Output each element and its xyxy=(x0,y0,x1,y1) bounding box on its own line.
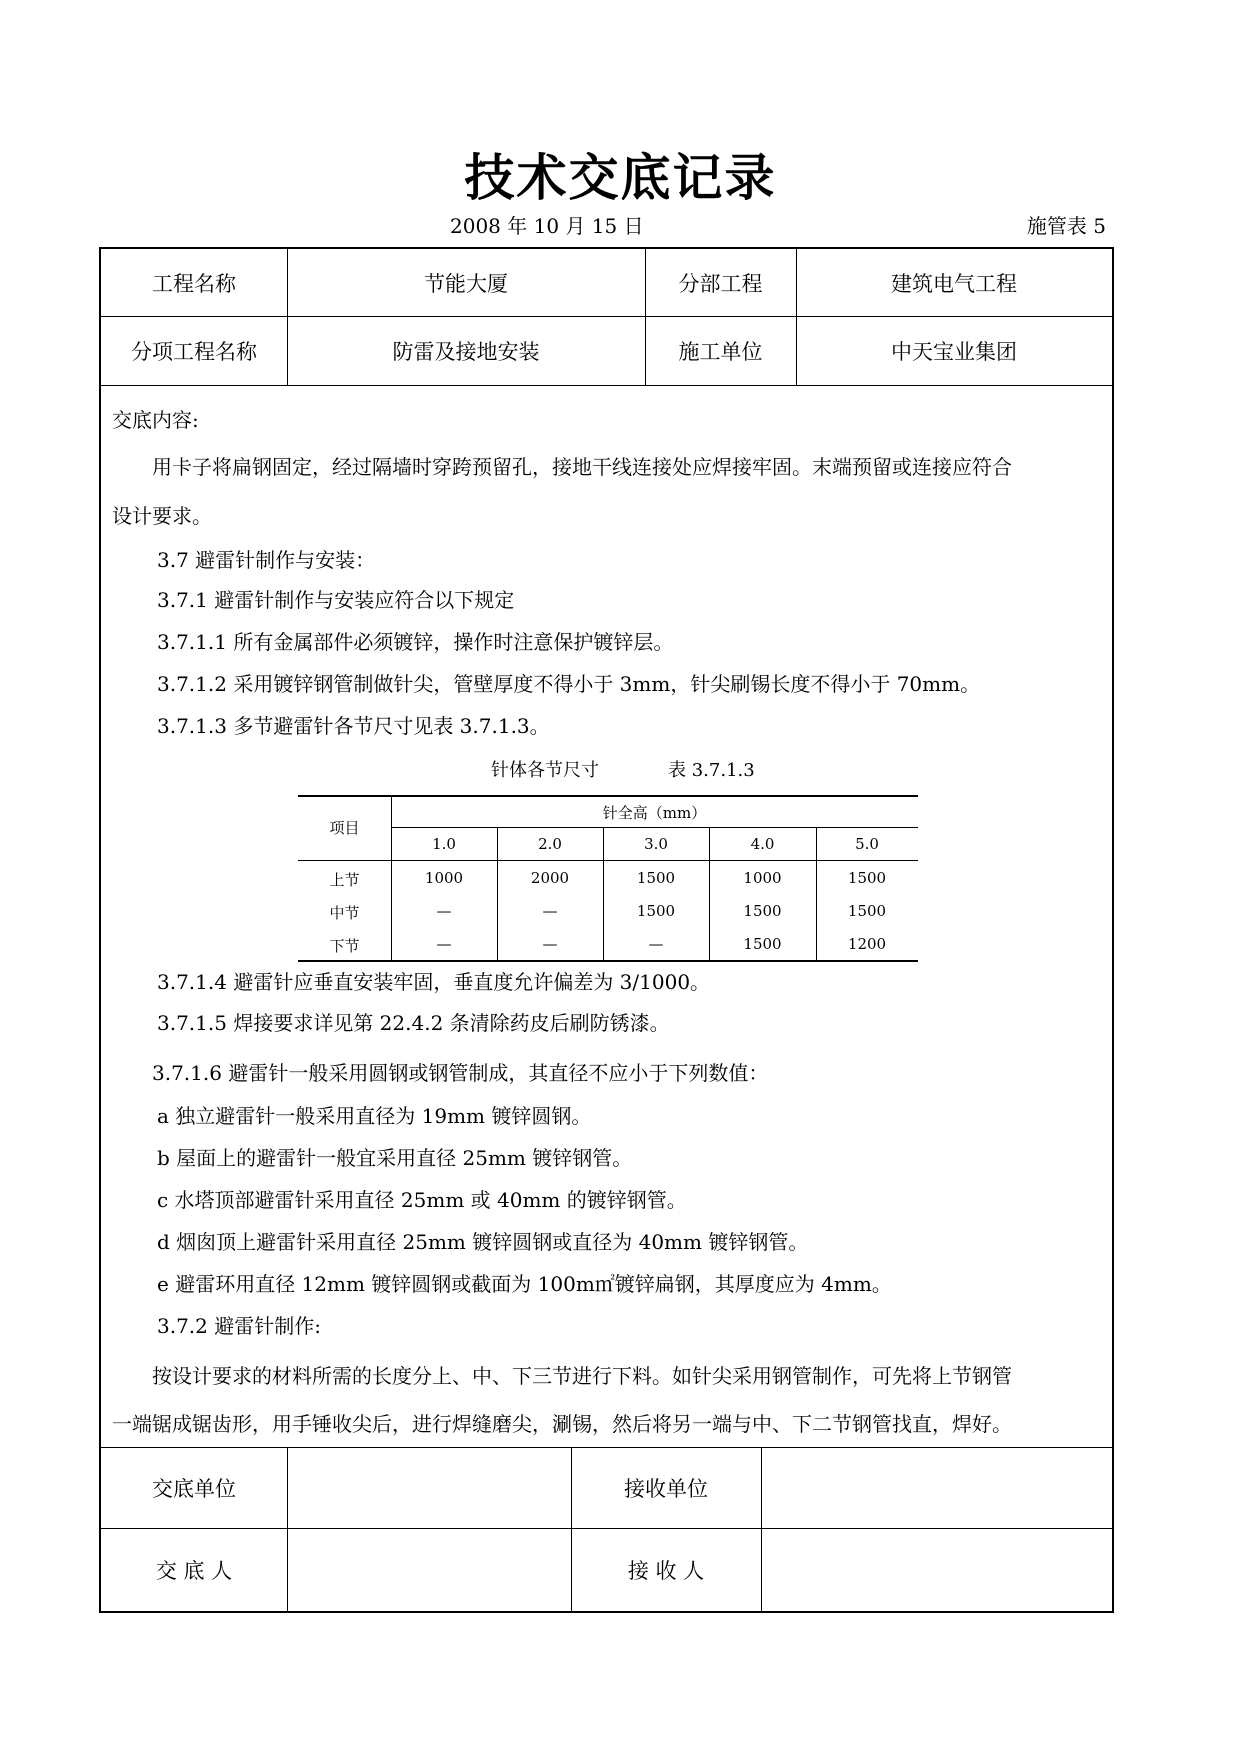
clause: 3.7.1 避雷针制作与安装应符合以下规定 xyxy=(157,588,515,612)
table-cell: 1500 xyxy=(743,902,782,920)
clause: 3.7.1.3 多节避雷针各节尺寸见表 3.7.1.3。 xyxy=(157,714,550,738)
project-label: 工程名称 xyxy=(152,271,236,296)
table-caption: 针体各节尺寸 xyxy=(491,760,599,781)
clause: 3.7.1.5 焊接要求详见第 22.4.2 条清除药皮后刷防锈漆。 xyxy=(157,1011,670,1035)
clause: 3.7.2 避雷针制作: xyxy=(157,1314,321,1338)
table-cell: 2000 xyxy=(530,869,570,887)
clause: 3.7 避雷针制作与安装： xyxy=(157,548,376,572)
clause: 3.7.1.6 避雷针一般采用圆钢或钢管制成，其直径不应小于下列数值： xyxy=(152,1061,769,1085)
table-cell: 1000 xyxy=(743,869,782,887)
table-cell: 1500 xyxy=(636,869,676,887)
clause: e 避雷环用直径 12mm 镀锌圆钢或截面为 100m㎡镀锌扁钢，其厚度应为 4mm。 xyxy=(157,1272,892,1296)
table-row-label: 上节 xyxy=(329,871,360,889)
table-column-header: 4.0 xyxy=(750,835,775,853)
table-cell: — xyxy=(436,935,452,953)
divider xyxy=(101,385,1112,386)
table-height-header: 针全高（mm） xyxy=(602,804,707,822)
receiver-unit-label: 接收单位 xyxy=(624,1476,708,1501)
clause: 3.7.1.4 避雷针应垂直安装牢固，垂直度允许偏差为 3/1000。 xyxy=(157,970,711,994)
date: 2008 年 10 月 15 日 xyxy=(450,214,644,238)
table-column-header: 2.0 xyxy=(538,835,562,853)
document-title: 技术交底记录 xyxy=(464,149,777,207)
table-cell: 1500 xyxy=(847,902,887,920)
subitem-label: 分项工程名称 xyxy=(131,339,257,364)
content-paragraph: 按设计要求的材料所需的长度分上、中、下三节进行下料。如针尖采用钢管制作，可先将上节钢管 xyxy=(152,1364,1012,1388)
table-cell: 1500 xyxy=(847,869,887,887)
table-item-header: 项目 xyxy=(329,819,360,837)
table-cell: — xyxy=(542,935,558,953)
table-cell: 1200 xyxy=(847,935,887,953)
table-cell: — xyxy=(436,902,452,920)
table-column-header: 3.0 xyxy=(644,835,668,853)
clause: a 独立避雷针一般采用直径为 19mm 镀锌圆钢。 xyxy=(157,1104,592,1128)
clause: c 水塔顶部避雷针采用直径 25mm 或 40mm 的镀锌钢管。 xyxy=(157,1188,687,1212)
table-rule xyxy=(391,827,918,828)
issuer-field[interactable] xyxy=(287,1528,571,1611)
contractor-label: 施工单位 xyxy=(678,339,763,364)
clause: 3.7.1.2 采用镀锌钢管制做针尖，管壁厚度不得小于 3mm，针尖刷锡长度不得小于 70mm。 xyxy=(157,672,981,696)
subitem-value: 防雷及接地安装 xyxy=(392,339,540,364)
table-row-label: 中节 xyxy=(329,904,360,922)
content-heading: 交底内容: xyxy=(112,408,199,432)
table-cell: — xyxy=(542,902,558,920)
issuer-label: 交 底 人 xyxy=(155,1558,233,1583)
form-number: 施管表 5 xyxy=(1026,214,1106,238)
table-column-header: 5.0 xyxy=(855,835,879,853)
receiver-label: 接 收 人 xyxy=(627,1558,705,1583)
table-cell: — xyxy=(648,935,664,953)
division-value: 建筑电气工程 xyxy=(891,271,1017,296)
content-paragraph: 一端锯成锯齿形，用手锤收尖后，进行焊缝磨尖，涮锡，然后将另一端与中、下二节钢管找直，焊好。 xyxy=(112,1412,1012,1436)
content-paragraph: 用卡子将扁钢固定，经过隔墙时穿跨预留孔，接地干线连接处应焊接牢固。末端预留或连接应符合 xyxy=(152,455,1012,479)
table-row-label: 下节 xyxy=(329,937,360,955)
receiver-unit-field[interactable] xyxy=(761,1447,1112,1528)
receiver-field[interactable] xyxy=(761,1528,1112,1611)
clause: d 烟囱顶上避雷针采用直径 25mm 镀锌圆钢或直径为 40mm 镀锌钢管。 xyxy=(157,1230,809,1254)
contractor-value: 中天宝业集团 xyxy=(891,339,1017,364)
clause: b 屋面上的避雷针一般宜采用直径 25mm 镀锌钢管。 xyxy=(157,1146,633,1170)
table-number: 表 3.7.1.3 xyxy=(668,760,755,781)
issuer-unit-label: 交底单位 xyxy=(152,1476,236,1501)
pin-section-table xyxy=(298,795,918,962)
table-cell: 1000 xyxy=(424,869,464,887)
table-cell: 1500 xyxy=(636,902,676,920)
clause: 3.7.1.1 所有金属部件必须镀锌，操作时注意保护镀锌层。 xyxy=(157,630,674,654)
project-value: 节能大厦 xyxy=(424,271,508,296)
division-label: 分部工程 xyxy=(678,271,763,296)
table-cell: 1500 xyxy=(743,935,782,953)
content-paragraph: 设计要求。 xyxy=(112,504,212,528)
table-column-header: 1.0 xyxy=(432,835,456,853)
issuer-unit-field[interactable] xyxy=(287,1447,571,1528)
